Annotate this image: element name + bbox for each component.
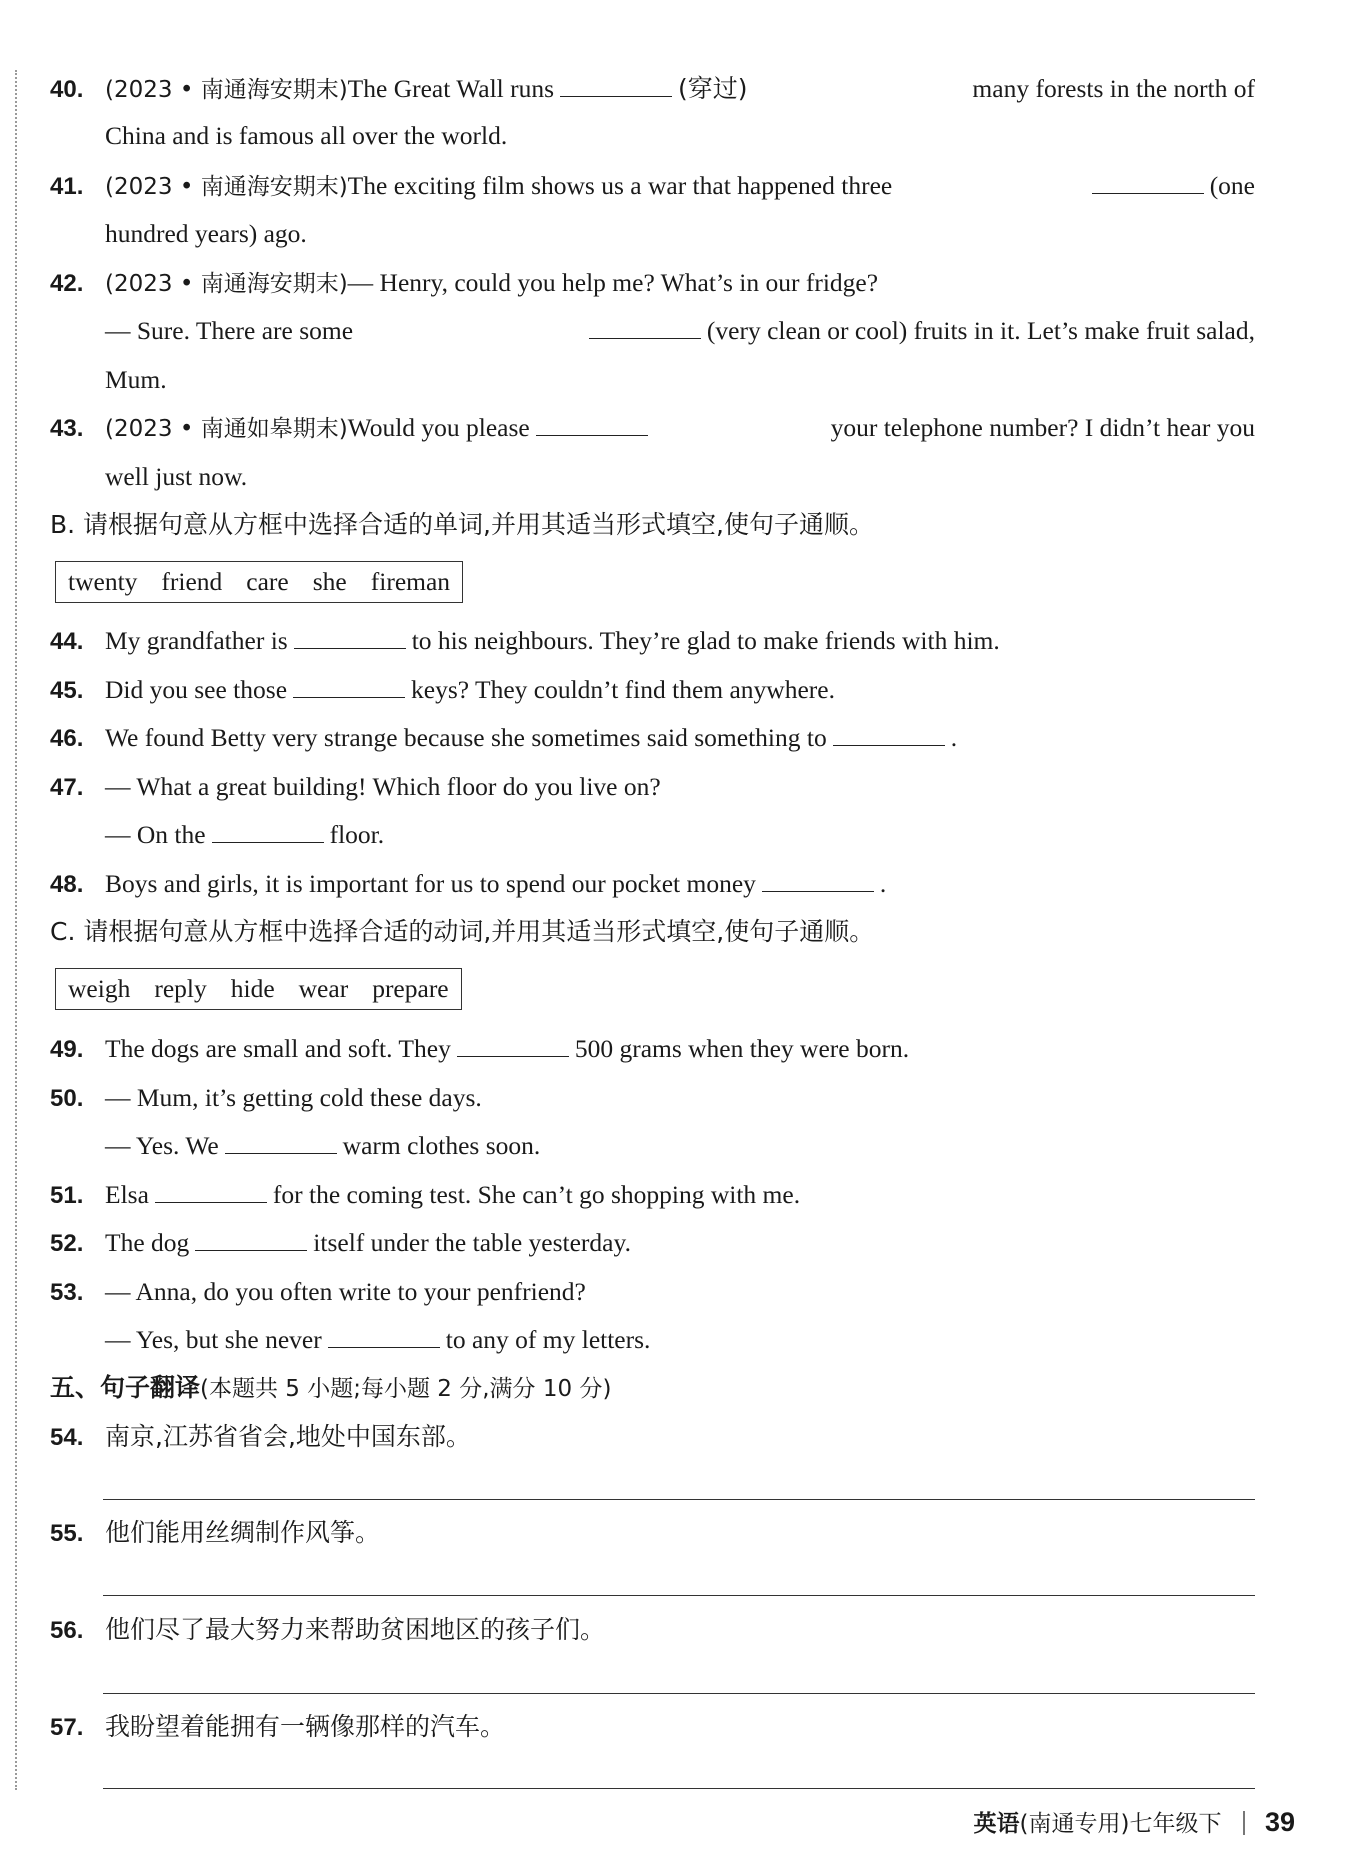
footer-divider — [1243, 1811, 1245, 1835]
section-5-header — [50, 1371, 1255, 1406]
section-5-note: (本题共 5 小题;每小题 2 分,满分 10 分) — [200, 1376, 612, 1402]
answer-line-57[interactable] — [103, 1788, 1255, 1789]
word-box-c — [55, 968, 462, 1010]
question-source: (2023 • 南通海安期末) — [105, 77, 348, 103]
question-46: 46. We found Betty very strange because she sometimes said something to . — [50, 723, 958, 752]
question-45: 45. Did you see those keys? They couldn’t find them anywhere. — [50, 675, 835, 704]
page-number: 39 — [1264, 1807, 1295, 1837]
answer-blank-49[interactable] — [457, 1034, 569, 1057]
page-footer — [974, 1805, 1296, 1838]
answer-blank-47[interactable] — [212, 820, 324, 843]
question-42-line2: — Sure. There are some (very clean or cool) fruits in it. Let’s make fruit salad, — [105, 316, 1255, 345]
question-50: 50. — Mum, it’s getting cold these days. — [50, 1083, 482, 1112]
word-option: fireman — [370, 567, 451, 596]
question-42: 42. (2023 • 南通海安期末)— Henry, could you help me? What’s in our fridge? — [50, 268, 879, 297]
answer-blank-53[interactable] — [328, 1325, 440, 1348]
word-option: reply — [154, 974, 207, 1003]
answer-line-56[interactable] — [103, 1693, 1255, 1694]
word-option: prepare — [372, 974, 449, 1003]
footer-edition: (南通专用)七年级下 — [1019, 1811, 1222, 1837]
word-option: friend — [161, 567, 223, 596]
question-53-line2: — Yes, but she never to any of my letters. — [105, 1325, 651, 1354]
question-source: (2023 • 南通海安期末) — [105, 271, 348, 297]
question-51: 51. Elsa for the coming test. She can’t go shopping with me. — [50, 1180, 801, 1209]
answer-blank-40[interactable] — [560, 74, 672, 97]
section-c-title: C. 请根据句意从方框中选择合适的动词,并用其适当形式填空,使句子通顺。 — [50, 917, 875, 946]
word-option: twenty — [68, 567, 138, 596]
answer-line-54[interactable] — [103, 1499, 1255, 1500]
word-option: care — [246, 567, 289, 596]
question-52: 52. The dog itself under the table yesterday. — [50, 1228, 631, 1257]
question-49: 49. The dogs are small and soft. They 500 grams when they were born. — [50, 1034, 910, 1063]
word-box-b — [55, 561, 463, 603]
section-5-title: 五、句子翻译 — [50, 1373, 201, 1402]
question-56: 56. 他们尽了最大努力来帮助贫困地区的孩子们。 — [50, 1615, 606, 1644]
question-source: (2023 • 南通海安期末) — [105, 174, 348, 200]
footer-subject: 英语 — [973, 1811, 1020, 1837]
question-40: 40. (2023 • 南通海安期末)The Great Wall runs (穿过) many forests in the north of — [50, 74, 1255, 103]
question-50-line2: — Yes. We warm clothes soon. — [105, 1131, 541, 1160]
question-source: (2023 • 南通如皋期末) — [105, 416, 348, 442]
answer-blank-46[interactable] — [833, 723, 945, 746]
answer-blank-42[interactable] — [589, 316, 701, 339]
question-44: 44. My grandfather is to his neighbours. They’re glad to make friends with him. — [50, 626, 1000, 655]
answer-blank-43[interactable] — [536, 413, 648, 436]
answer-blank-52[interactable] — [195, 1228, 307, 1251]
question-40-cont: China and is famous all over the world. — [105, 121, 508, 150]
question-48: 48. Boys and girls, it is important for us to spend our pocket money . — [50, 869, 887, 898]
question-47: 47. — What a great building! Which floor do you live on? — [50, 772, 661, 801]
answer-blank-48[interactable] — [762, 869, 874, 892]
section-b-title: B. 请根据句意从方框中选择合适的单词,并用其适当形式填空,使句子通顺。 — [50, 510, 874, 539]
question-43-cont: well just now. — [105, 462, 248, 491]
question-43: 43. (2023 • 南通如皋期末)Would you please your telephone number? I didn’t hear you — [50, 413, 1255, 442]
answer-blank-41[interactable] — [1092, 171, 1204, 194]
question-42-cont: Mum. — [105, 365, 167, 394]
word-option: weigh — [68, 974, 131, 1003]
question-55: 55. 他们能用丝绸制作风筝。 — [50, 1518, 381, 1547]
answer-line-55[interactable] — [103, 1595, 1255, 1596]
answer-blank-51[interactable] — [155, 1180, 267, 1203]
answer-blank-50[interactable] — [225, 1131, 337, 1154]
question-41-cont: hundred years) ago. — [105, 219, 307, 248]
question-54: 54. 南京,江苏省省会,地处中国东部。 — [50, 1422, 471, 1451]
question-47-line2: — On the floor. — [105, 820, 385, 849]
answer-blank-44[interactable] — [294, 626, 406, 649]
question-57: 57. 我盼望着能拥有一辆像那样的汽车。 — [50, 1712, 506, 1741]
binding-margin-line — [15, 70, 17, 1790]
word-option: hide — [230, 974, 275, 1003]
word-option: wear — [298, 974, 349, 1003]
answer-blank-45[interactable] — [293, 675, 405, 698]
hint: (穿过) — [678, 74, 748, 103]
word-option: she — [312, 567, 347, 596]
question-41: 41. (2023 • 南通海安期末)The exciting film shows us a war that happened three (one — [50, 171, 1255, 200]
question-53: 53. — Anna, do you often write to your penfriend? — [50, 1277, 586, 1306]
